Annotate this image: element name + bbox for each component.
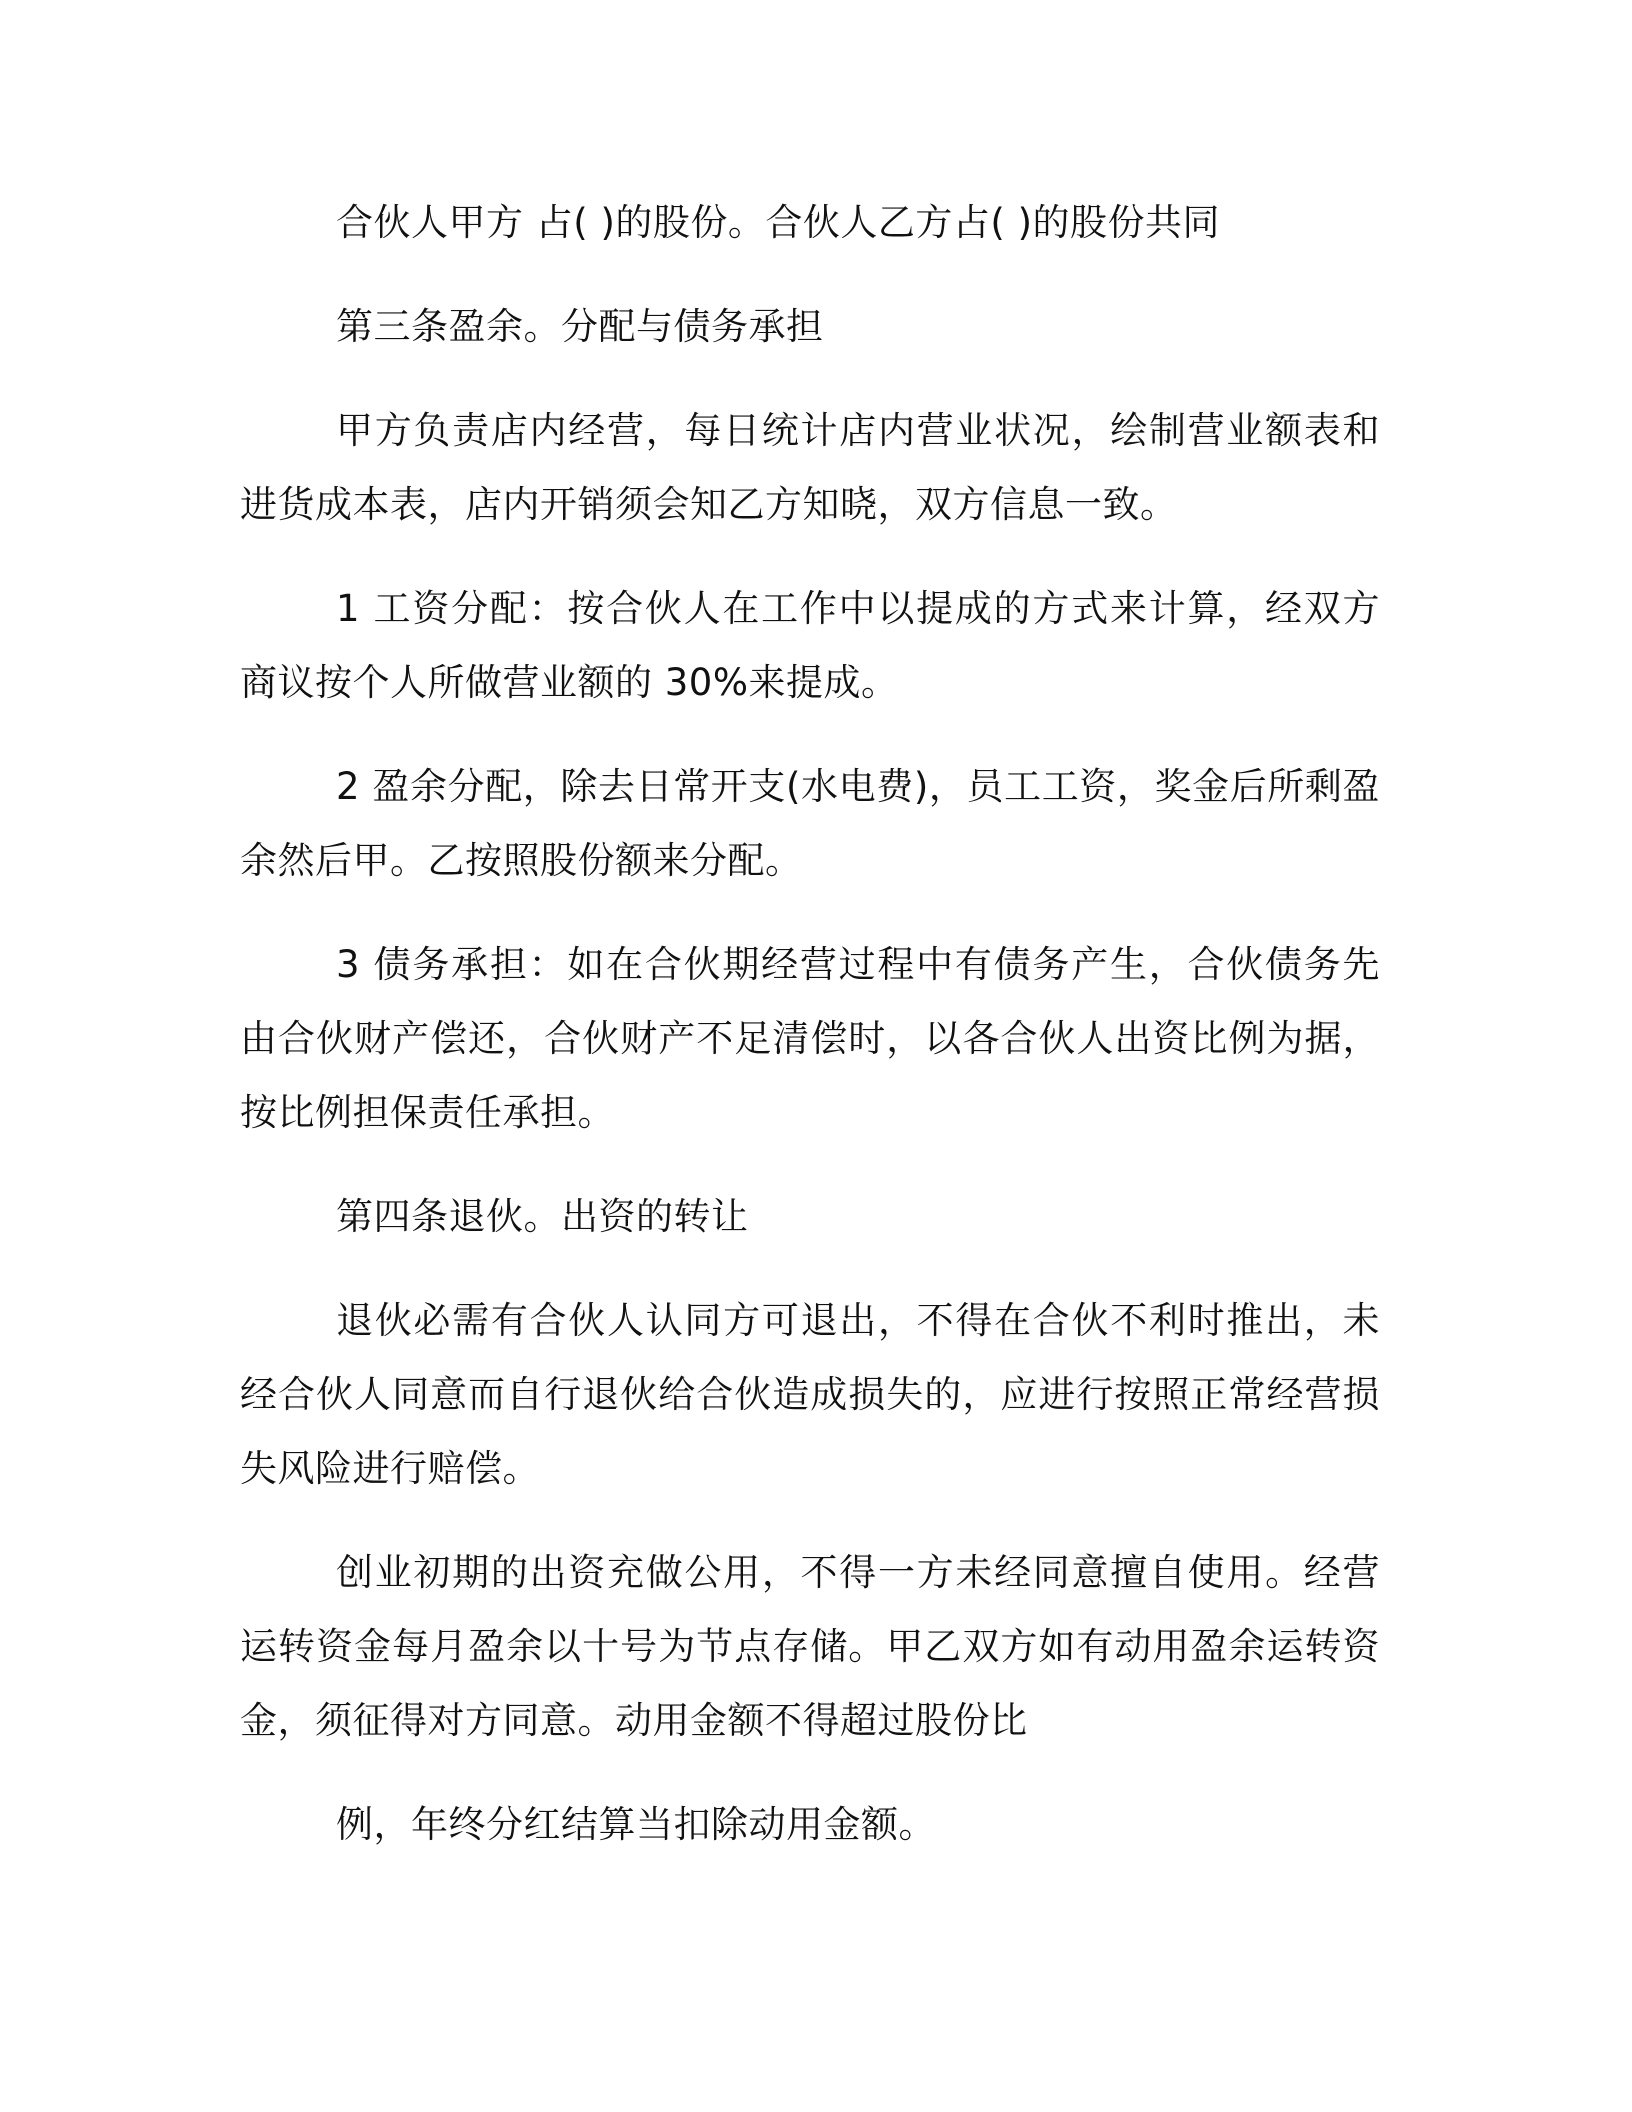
paragraph-year-end-settlement: 例，年终分红结算当扣除动用金额。	[336, 1803, 936, 1846]
paragraph-operations: 甲方负责店内经营，每日统计店内营业状况，绘制营业额表和进货成本表，店内开销须会知乙方知晓，双方信息一致。	[240, 409, 1380, 526]
paragraph-surplus-distribution: 2 盈余分配，除去日常开支(水电费)，员工工资，奖金后所剩盈余然后甲。乙按照股份额来分配。	[240, 765, 1380, 882]
paragraph-debt-liability: 3 债务承担：如在合伙期经营过程中有债务产生，合伙债务先由合伙财产偿还，合伙财产不足清偿时，以各合伙人出资比例为据，按比例担保责任承担。	[240, 943, 1380, 1134]
paragraph-partner-shares: 合伙人甲方 占( )的股份。合伙人乙方占( )的股份共同	[336, 201, 1221, 244]
heading-article-4: 第四条退伙。出资的转让	[336, 1195, 749, 1238]
paragraph-withdrawal: 退伙必需有合伙人认同方可退出，不得在合伙不利时推出，未经合伙人同意而自行退伙给合伙造成损失的，应进行按照正常经营损失风险进行赔偿。	[240, 1299, 1380, 1490]
paragraph-salary-distribution: 1 工资分配：按合伙人在工作中以提成的方式来计算，经双方商议按个人所做营业额的 30%来提成。	[240, 587, 1380, 704]
paragraph-capital-use: 创业初期的出资充做公用，不得一方未经同意擅自使用。经营运转资金每月盈余以十号为节点存储。甲乙双方如有动用盈余运转资金，须征得对方同意。动用金额不得超过股份比	[240, 1551, 1380, 1742]
heading-article-3: 第三条盈余。分配与债务承担	[336, 305, 824, 348]
document-body	[240, 186, 1380, 1892]
